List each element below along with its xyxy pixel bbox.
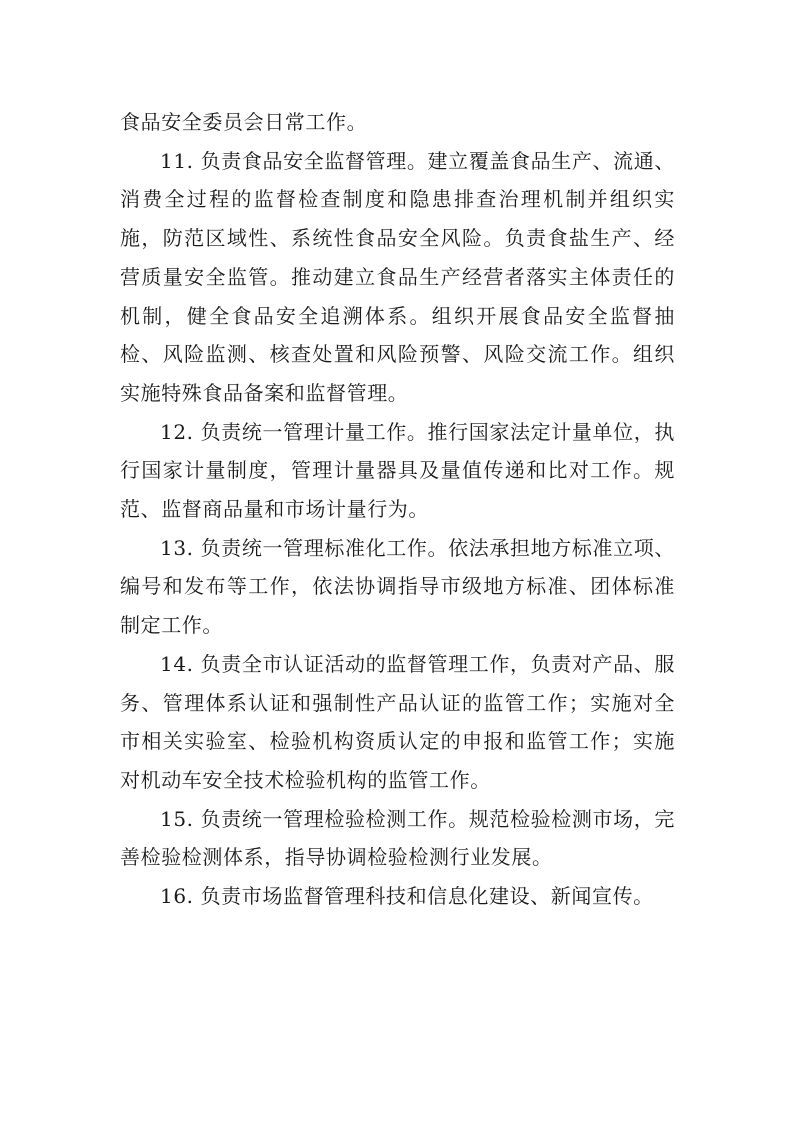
paragraph-item-11: 11. 负责食品安全监督管理。建立覆盖食品生产、流通、消费全过程的监督检查制度和隐患排查治理机制并组织实施，防范区域性、系统性食品安全风险。负责食盐生产、经营质量安全监管。推动建立食品生产经营者落实主体责任的机制，健全食品安全追溯体系。组织开展食品安全监督抽检、风险监测、核查处置和风险预警、风险交流工作。组织实施特殊食品备案和监督管理。 [120,148,675,405]
paragraph-item-14: 14. 负责全市认证活动的监督管理工作，负责对产品、服务、管理体系认证和强制性产品认证的监管工作；实施对全市相关实验室、检验机构资质认定的申报和监管工作；实施对机动车安全技术检验机构的监管工作。 [120,651,675,792]
paragraph-item-16: 16. 负责市场监督管理科技和信息化建设、新闻宣传。 [160,884,654,909]
paragraph-item-12: 12. 负责统一管理计量工作。推行国家法定计量单位，执行国家计量制度，管理计量器具及量值传递和比对工作。规范、监督商品量和市场计量行为。 [120,419,675,522]
document-body [120,103,675,916]
paragraph-item-15: 15. 负责统一管理检验检测工作。规范检验检测市场，完善检验检测体系，指导协调检验检测行业发展。 [120,806,675,870]
paragraph-item-13: 13. 负责统一管理标准化工作。依法承担地方标准立项、编号和发布等工作，依法协调指导市级地方标准、团体标准制定工作。 [120,535,675,638]
paragraph-continuation: 食品安全委员会日常工作。 [120,110,368,134]
